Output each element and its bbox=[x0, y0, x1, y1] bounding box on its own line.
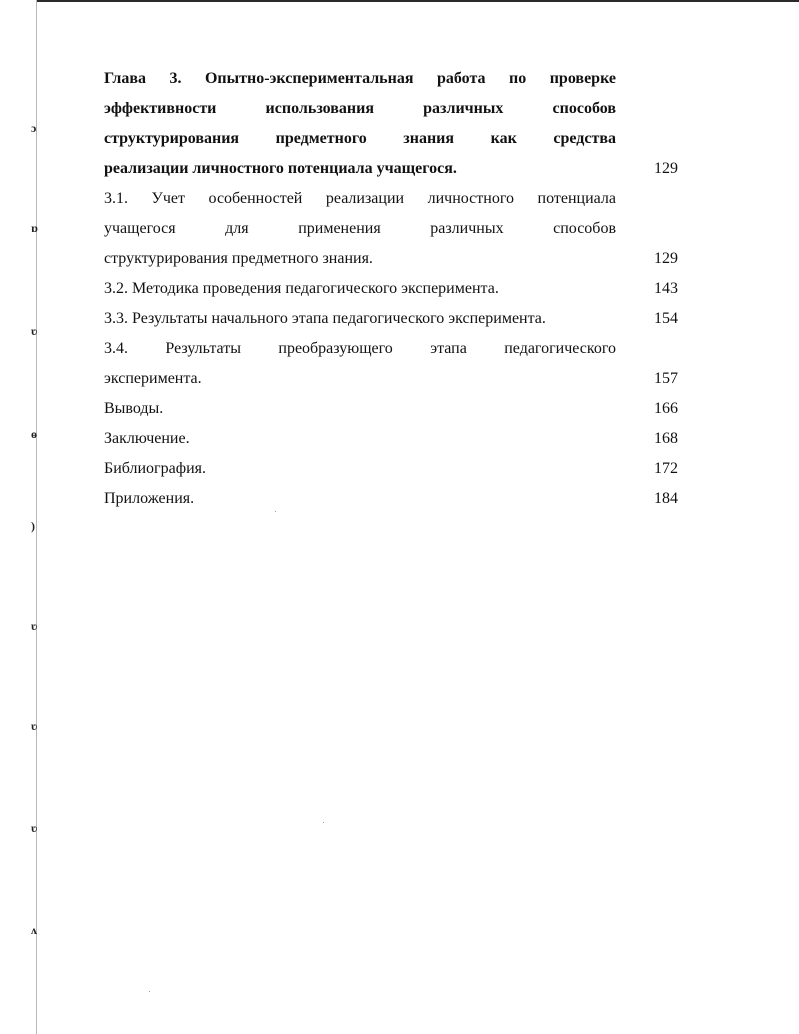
toc-page-number: 154 bbox=[654, 310, 678, 327]
toc-entry-text: Выводы. bbox=[104, 400, 164, 417]
binding-hole-mark: ʋ bbox=[31, 821, 38, 835]
binding-hole-mark: ʌ bbox=[31, 923, 37, 937]
toc-entry-text: 3.1. Учет особенностей реализации личностного потенциала bbox=[104, 190, 616, 207]
toc-entry-text: учащегося для применения различных способов bbox=[104, 220, 616, 237]
toc-entry-text: Приложения. bbox=[104, 490, 195, 507]
toc-page-number: 172 bbox=[654, 460, 678, 477]
binding-hole-mark: ɒ bbox=[31, 221, 38, 235]
binding-hole-mark: ) bbox=[31, 519, 35, 533]
toc-entry-text: эксперимента. bbox=[104, 370, 202, 387]
toc-entry-text: 3.3. Результаты начального этапа педагогического эксперимента. bbox=[104, 310, 546, 327]
toc-entry-text: Библиография. bbox=[104, 460, 206, 477]
table-of-contents bbox=[104, 64, 680, 514]
toc-page-number: 168 bbox=[654, 430, 678, 447]
binding-hole-mark: ɔ bbox=[31, 121, 37, 135]
toc-entry-text: структурирования предметного знания. bbox=[104, 250, 373, 267]
toc-entry-chapter-3[interactable] bbox=[104, 64, 680, 184]
toc-page-number: 129 bbox=[654, 160, 678, 177]
toc-entry-bibliography[interactable] bbox=[104, 454, 680, 484]
binding-hole-mark: ʋ bbox=[31, 619, 38, 633]
toc-page-number: 129 bbox=[654, 250, 678, 267]
toc-page-number: 157 bbox=[654, 370, 678, 387]
binding-hole-mark: ʋ bbox=[31, 324, 38, 338]
toc-entry-final-conclusion[interactable] bbox=[104, 424, 680, 454]
toc-entry-text: Глава 3. Опытно-экспериментальная работа по проверке bbox=[104, 70, 616, 87]
toc-entry-text: Заключение. bbox=[104, 430, 190, 447]
toc-entry-text: 3.4. Результаты преобразующего этапа педагогического bbox=[104, 340, 616, 357]
toc-page-number: 184 bbox=[654, 490, 678, 507]
toc-entry-text: структурирования предметного знания как средства bbox=[104, 130, 616, 147]
scan-speck bbox=[323, 822, 324, 823]
binding-hole-mark: ɵ bbox=[31, 427, 37, 441]
binding-hole-mark: ʋ bbox=[31, 719, 38, 733]
scan-top-edge bbox=[36, 0, 799, 2]
toc-entry-appendices[interactable] bbox=[104, 484, 680, 514]
toc-entry-3-1[interactable] bbox=[104, 184, 680, 274]
scan-left-edge bbox=[36, 0, 37, 1034]
scan-speck bbox=[149, 991, 150, 992]
toc-entry-text: реализации личностного потенциала учащегося. bbox=[104, 160, 457, 177]
toc-entry-3-3[interactable] bbox=[104, 304, 680, 334]
toc-entry-text: эффективности использования различных способов bbox=[104, 100, 616, 117]
toc-entry-3-4[interactable] bbox=[104, 334, 680, 394]
toc-entry-3-2[interactable] bbox=[104, 274, 680, 304]
toc-entry-text: 3.2. Методика проведения педагогического эксперимента. bbox=[104, 280, 499, 297]
toc-page-number: 143 bbox=[654, 280, 678, 297]
toc-entry-conclusions[interactable] bbox=[104, 394, 680, 424]
toc-page-number: 166 bbox=[654, 400, 678, 417]
